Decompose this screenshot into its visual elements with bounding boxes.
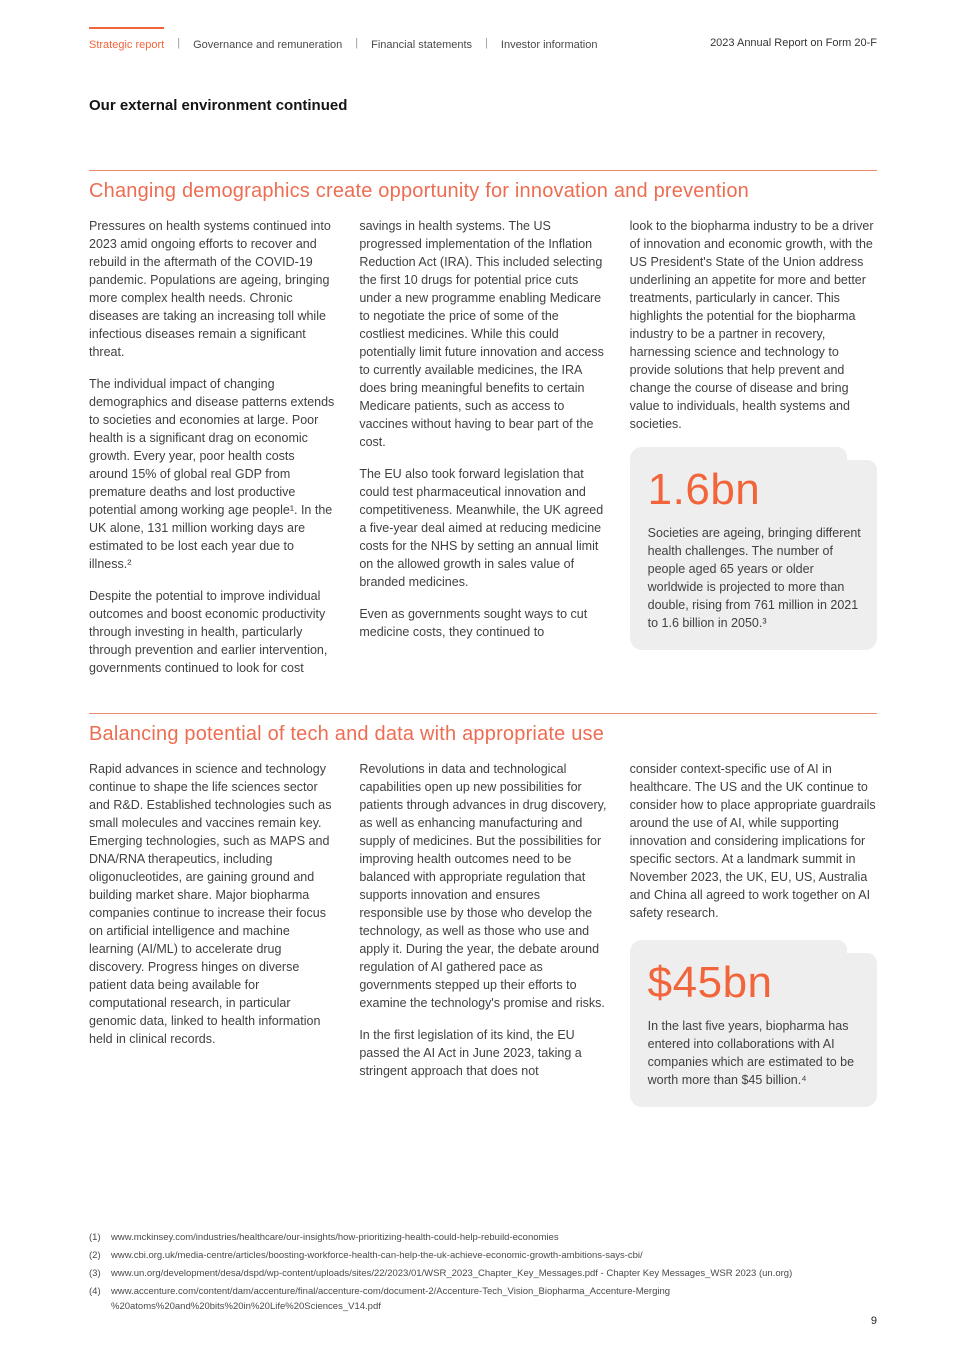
stat-caption: Societies are ageing, bringing different health challenges. The number of people aged 65 years or older worldwide is projected to more than double, rising from 761 million in 2021 to 1.6 billion in 2050.³: [647, 526, 861, 630]
stat-caption: In the last five years, biopharma has entered into collaborations with AI companies which are estimated to be worth more than $45 billion.⁴: [647, 1019, 855, 1087]
paragraph: The individual impact of changing demographics and disease patterns extends to societies and economies at large. Poor health is a significant drag on economic growth. Every year, poor health costs around 15% of global real GDP from premature deaths and lost productive potential among working age people¹. In the UK alone, 131 million working days are estimated to be lost each year due to illness.²: [89, 377, 335, 571]
footnote-url: www.un.org/development/desa/dspd/wp-content/uploads/sites/22/2023/01/WSR_2023_Chapter_Key_Messages.pdf - Chapter Key Messages_WSR 2023 (un.org): [111, 1268, 793, 1279]
nav-financial-statements[interactable]: Financial statements: [371, 39, 473, 51]
nav-separator: |: [177, 37, 181, 49]
paragraph: Despite the potential to improve individual outcomes and boost economic productivity through investing in health, particularly through prevention and earlier intervention, governments continued to look for cost: [89, 589, 328, 675]
footnote-4: [89, 1285, 881, 1314]
callout-tab: [630, 447, 847, 461]
paragraph: Revolutions in data and technological capabilities open up new possibilities for patients through advances in drug discovery, as well as enhancing manufacturing and supply of medicines. But the possibilities for improving health outcomes need to be balanced with appropriate regulation that supports innovation and ensures responsible use by those who develop the technology, as well as those who use and apply it. During the year, the debate around regulation of AI gathered pace as governments stepped up their efforts to examine the technology's promise and risks.: [359, 762, 607, 1010]
report-title: 2023 Annual Report on Form 20-F: [710, 37, 877, 49]
footnote-number: (3): [89, 1268, 101, 1279]
paragraph: Pressures on health systems continued into 2023 amid ongoing efforts to recover and rebuild in the aftermath of the COVID-19 pandemic. Populations are ageing, bringing more complex health needs. Chronic diseases are taking an increasing toll while infectious diseases remain a significant threat.: [89, 219, 331, 359]
stat-callout-ai-collaborations: [630, 940, 877, 1107]
section-rule: [89, 713, 877, 714]
page-header: [89, 27, 877, 51]
footnote-url: www.cbi.org.uk/media-centre/articles/boosting-workforce-health-can-help-the-uk-achieve-economic-growth-ambitions-says-cbi/: [111, 1250, 643, 1261]
section-heading: Changing demographics create opportunity for innovation and prevention: [89, 180, 749, 202]
paragraph: The EU also took forward legislation that could test pharmaceutical innovation and competitiveness. Meanwhile, the UK agreed a five-year deal aimed at reducing medicine costs for the NHS by setting an annual limit on the allowed growth in sales value of branded medicines.: [359, 467, 604, 589]
paragraph: Even as governments sought ways to cut medicine costs, they continued to: [359, 607, 588, 639]
footnote-url: www.accenture.com/content/dam/accenture/final/accenture-com/document-2/Accenture-Tech_Vision_Biopharma_Accenture-Merging %20atoms%20and%20bits%20in%20Life%20Sciences_V14.pdf: [111, 1286, 671, 1312]
column-3: [630, 217, 877, 691]
paragraph: savings in health systems. The US progressed implementation of the Inflation Reduction Act (IRA). This included selecting the first 10 drugs for potential price cuts under a new programme enabling Medicare to negotiate the price of some of the costliest medicines. While this could potentially limit future innovation and access to currently available medicines, the IRA does bring meaningful benefits to certain Medicare patients, such as access to vaccines without having to bear part of the cost.: [359, 219, 604, 449]
column-3: [630, 760, 877, 1107]
footnotes: [89, 1231, 881, 1318]
page-number: 9: [870, 1315, 877, 1327]
column-1: [89, 760, 336, 1107]
footnote-3: [89, 1267, 881, 1282]
nav-separator: |: [485, 37, 488, 49]
column-2: [359, 760, 606, 1107]
paragraph: look to the biopharma industry to be a driver of innovation and economic growth, with the US President's State of the Union address underlining an appetite for more and better treatments, particularly in cancer. This highlights the potential for the biopharma industry to be a partner in recovery, harnessing science and technology to provide solutions that help prevent and change the course of disease and bring value to individuals, health systems and societies.: [629, 219, 874, 431]
section-columns: [89, 760, 877, 1107]
footnote-2: [89, 1249, 881, 1264]
page-title: Our external environment continued: [89, 97, 348, 114]
nav-investor-information[interactable]: Investor information: [500, 39, 598, 51]
footnote-number: (2): [89, 1250, 101, 1261]
paragraph: In the first legislation of its kind, the EU passed the AI Act in June 2023, taking a stringent approach that does not: [359, 1028, 582, 1078]
section-tech-and-data: [89, 713, 877, 1107]
nav-separator: |: [355, 37, 359, 49]
section-changing-demographics: [89, 170, 877, 691]
footnote-number: (4): [89, 1286, 101, 1297]
stat-value: 1.6bn: [647, 465, 761, 514]
paragraph: consider context-specific use of AI in healthcare. The US and the UK continue to consider how to place appropriate guardrails around the use of AI, while supporting innovation and considering implications for specific sectors. At a landmark summit in November 2023, the UK, EU, US, Australia and China all agreed to work together on AI safety research.: [629, 762, 876, 920]
section-heading: Balancing potential of tech and data with appropriate use: [89, 723, 605, 745]
callout-box: [630, 460, 877, 650]
section-nav: [89, 27, 598, 51]
callout-box: [630, 953, 877, 1107]
callout-tab: [630, 940, 847, 954]
column-2: [359, 217, 606, 691]
section-rule: [89, 170, 877, 171]
footnote-1: [89, 1231, 881, 1246]
paragraph: Rapid advances in science and technology continue to shape the life sciences sector and R&D. Established technologies such as small molecules and vaccines remain key. Emerging technologies, such as MAPS and DNA/RNA therapeutics, including oligonucleotides, are gaining ground and building market share. Major biopharma companies continue to increase their focus on artificial intelligence and machine learning (AI/ML) to accelerate drug discovery. Progress hinges on diverse patient data being available for computational research, in particular genomic data, linked to health information held in clinical records.: [89, 762, 332, 1046]
nav-strategic-report[interactable]: Strategic report: [89, 27, 164, 51]
nav-governance-remuneration[interactable]: Governance and remuneration: [193, 39, 343, 51]
footnote-number: (1): [89, 1232, 101, 1243]
section-columns: [89, 217, 877, 691]
column-1: [89, 217, 336, 691]
footnote-url: www.mckinsey.com/industries/healthcare/our-insights/how-prioritizing-health-could-help-rebuild-economies: [111, 1232, 559, 1243]
stat-callout-aging: [630, 447, 877, 650]
stat-value: $45bn: [647, 958, 773, 1007]
